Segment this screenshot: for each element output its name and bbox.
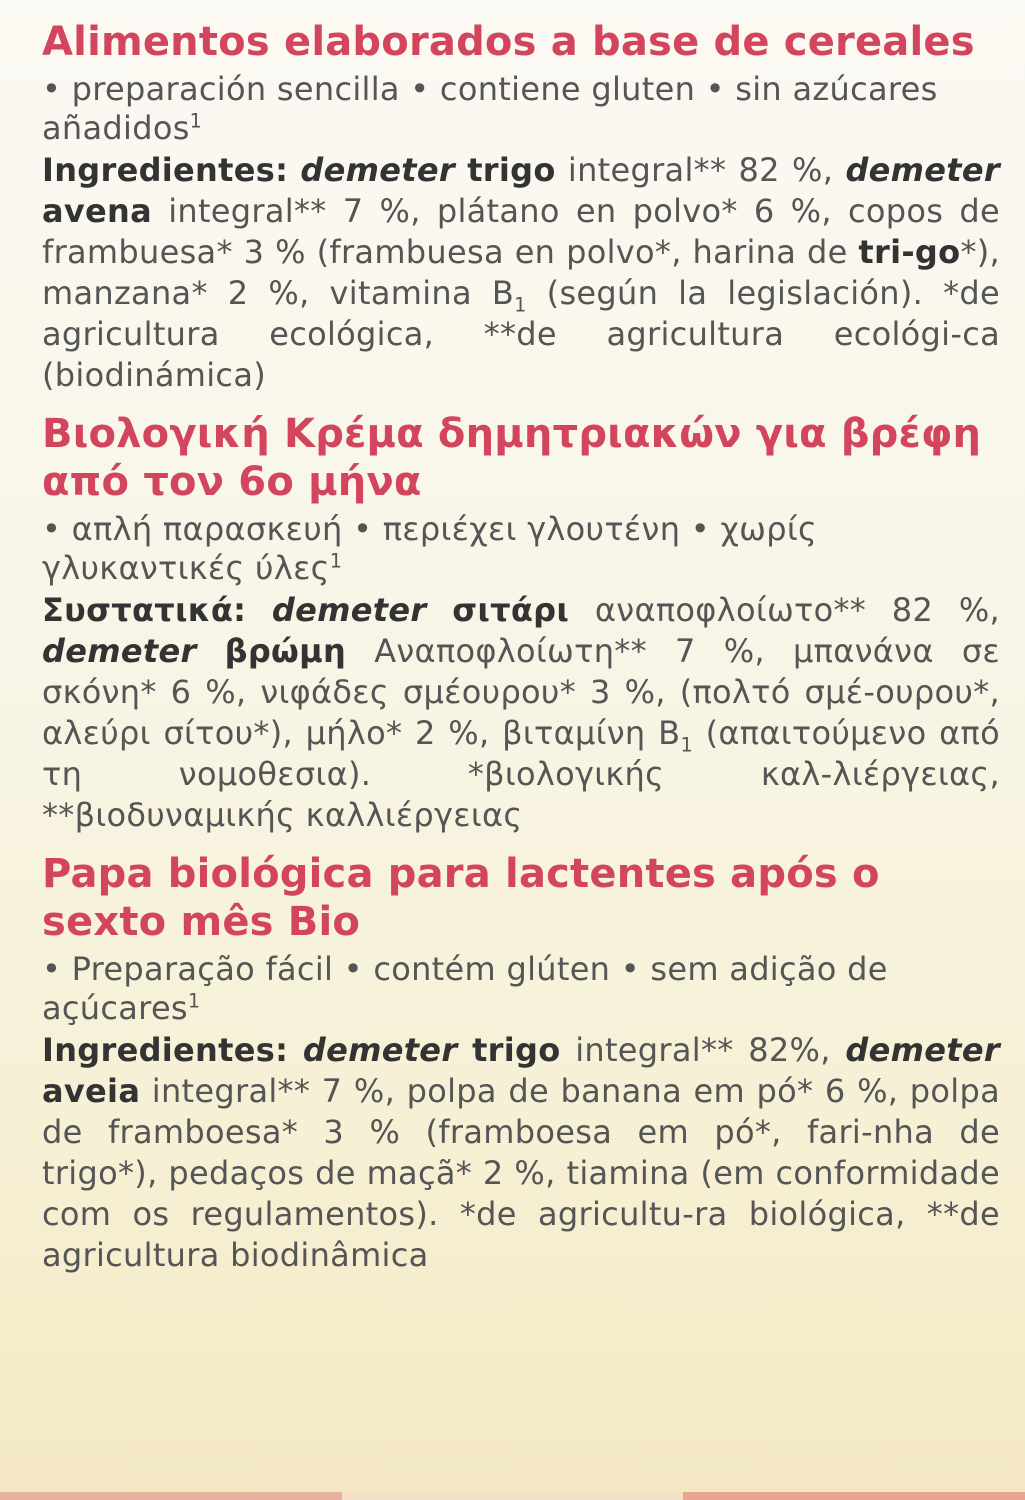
section-title: Βιολογική Κρέμα δημητριακών για βρέφη από τον 6ο μήνα xyxy=(42,411,982,505)
demeter-mark: demeter xyxy=(845,151,1000,189)
ingredient-run: integral** 82%, xyxy=(575,1031,831,1069)
ingredients-text xyxy=(42,590,1000,836)
footnote-marker: 1 xyxy=(329,549,343,573)
ingredient-run: *), manzana* 2 %, vitamina B xyxy=(42,233,1000,312)
features-text: • preparación sencilla • contiene gluten • sin azúcares añadidos xyxy=(42,70,938,147)
demeter-mark: demeter xyxy=(271,591,427,629)
ingredients-label: Ingredientes: xyxy=(42,1031,289,1069)
demeter-mark: demeter xyxy=(302,1031,458,1069)
ingredient-run: Αναποφλοίωτη** 7 %, μπανάνα σε σκόνη* 6 %, νιφάδες σμέουρου* 3 %, (πολτό σμέ-ουρου*, αλεύρι σίτου*), μήλο* 2 %, βιταμίνη B xyxy=(42,632,1000,752)
features-list xyxy=(42,510,1000,588)
allergen-wheat: trigo xyxy=(467,151,556,189)
strip-segment xyxy=(0,1492,342,1500)
features-text: • Preparação fácil • contém glúten • sem adição de açúcares xyxy=(42,950,888,1027)
allergen-oat: βρώμη xyxy=(224,632,347,670)
allergen-oat: aveia xyxy=(42,1072,141,1110)
features-list xyxy=(42,950,1000,1028)
section-title: Papa biológica para lactentes após o sexto mês Bio xyxy=(42,851,880,945)
section-spanish xyxy=(42,18,1000,396)
footnote-marker: 1 xyxy=(187,989,201,1013)
allergen-wheat: trigo xyxy=(472,1031,561,1069)
section-greek xyxy=(42,410,1000,836)
section-title: Alimentos elaborados a base de cereales xyxy=(42,19,975,65)
ingredients-panel xyxy=(42,18,1000,1290)
ingredients-text xyxy=(42,1030,1000,1276)
allergen-wheat: σιτάρι xyxy=(452,591,570,629)
strip-segment xyxy=(683,1492,1025,1500)
ingredients-label: Συστατικά: xyxy=(42,591,247,629)
ingredient-run: integral** 7 %, polpa de banana em pó* 6 %, polpa de framboesa* 3 % (framboesa em pó*, fari-nha de trigo*), pedaços de maçã* 2 %, tiamina (em conformidade com os regulamentos). *de agricultu-ra biológica, **de agricultura biodinâmica xyxy=(42,1072,1000,1274)
allergen-oat: avena xyxy=(42,192,153,230)
demeter-mark: demeter xyxy=(42,632,197,670)
features-list xyxy=(42,70,1000,148)
features-text: • απλή παρασκευή • περιέχει γλουτένη • χωρίς γλυκαντικές ύλες xyxy=(42,510,818,587)
ingredients-label: Ingredientes: xyxy=(42,151,289,189)
ingredient-run: integral** 7 %, plátano en polvo* 6 %, copos de frambuesa* 3 % (frambuesa en polvo*, harina de xyxy=(42,192,1000,271)
bottom-color-strip xyxy=(0,1492,1025,1500)
ingredient-run: αναποφλοίωτο** 82 %, xyxy=(594,591,1000,629)
allergen-wheat: tri-go xyxy=(858,233,961,271)
ingredient-run: integral** 82 %, xyxy=(567,151,834,189)
subscript: 1 xyxy=(514,293,527,317)
demeter-mark: demeter xyxy=(845,1031,1000,1069)
ingredients-text xyxy=(42,150,1000,396)
demeter-mark: demeter xyxy=(300,151,455,189)
footnote-marker: 1 xyxy=(189,109,203,133)
strip-segment xyxy=(342,1492,684,1500)
ingredient-run: (απαιτούμενο από τη νομοθεσια). *βιολογικής καλ-λιέργειας, **βιοδυναμικής καλλιέργειας xyxy=(42,714,1000,834)
section-portuguese xyxy=(42,850,1000,1276)
subscript: 1 xyxy=(680,733,693,757)
ingredient-run: (según la legislación). *de agricultura ecológica, **de agricultura ecológi-ca (biodinámica) xyxy=(42,274,1000,394)
